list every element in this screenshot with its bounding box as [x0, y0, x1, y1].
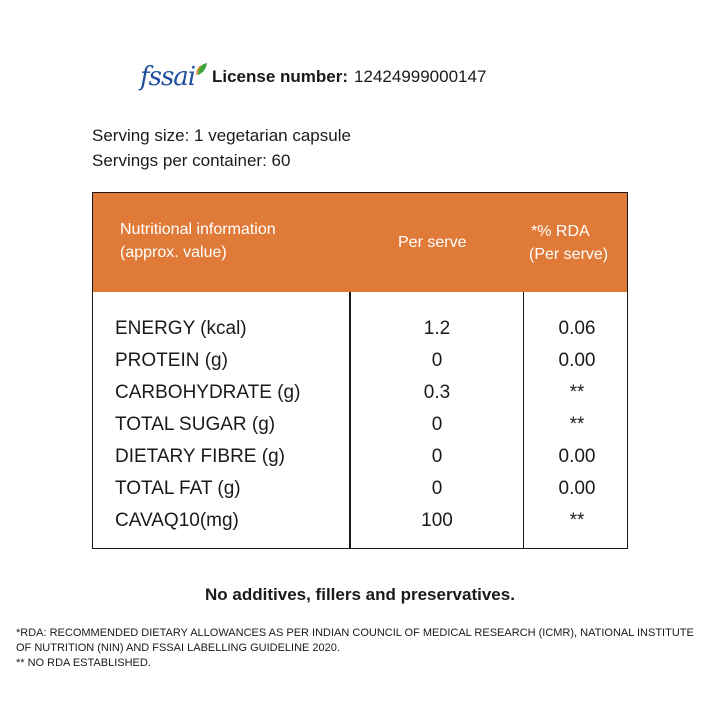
nutrient-label: PROTEIN (g) [115, 350, 228, 371]
column-divider [523, 292, 524, 548]
table-header [93, 193, 627, 292]
header-rda-line2: (Per serve) [529, 246, 609, 263]
nutrient-labels-column [115, 313, 300, 537]
fssai-logo-text: fssai [140, 62, 196, 92]
nutrient-label: DIETARY FIBRE (g) [115, 446, 285, 467]
serving-size: Serving size: 1 vegetarian capsule [92, 126, 351, 145]
rda-value: ** [569, 382, 585, 403]
header-nutrition-line1: Nutritional information [120, 221, 276, 238]
nutrition-table [92, 192, 628, 549]
serving-info [92, 123, 351, 173]
per-serve-column [351, 313, 523, 537]
nutrient-label: CAVAQ10(mg) [115, 510, 239, 531]
per-serve-value: 0.3 [423, 382, 451, 403]
header-nutritional-information [120, 218, 276, 264]
license-row [140, 60, 486, 94]
rda-value: 0.00 [558, 350, 596, 371]
rda-value: ** [569, 510, 585, 531]
header-per-serve: Per serve [398, 234, 467, 251]
nutrient-label: TOTAL SUGAR (g) [115, 414, 276, 435]
per-serve-value: 0 [431, 446, 443, 467]
footnotes [16, 626, 706, 671]
per-serve-value: 100 [421, 510, 453, 531]
rda-value: 0.06 [558, 318, 596, 339]
no-additives-note: No additives, fillers and preservatives. [205, 585, 515, 604]
rda-footnote: *RDA: RECOMMENDED DIETARY ALLOWANCES AS PER INDIAN COUNCIL OF MEDICAL RESEARCH (ICMR), NATIONAL INSTITUTE OF NUTRITION (NIN) AND FSSAI LABELLING GUIDELINE 2020. [16, 627, 694, 654]
servings-per-container: Servings per container: 60 [92, 151, 291, 170]
per-serve-value: 1.2 [423, 318, 451, 339]
header-nutrition-line2: (approx. value) [120, 244, 227, 261]
header-rda-line1: *% RDA [531, 223, 590, 240]
per-serve-value: 0 [431, 350, 443, 371]
per-serve-value: 0 [431, 414, 443, 435]
rda-column [525, 313, 629, 537]
rda-value: 0.00 [558, 478, 596, 499]
nutrient-label: TOTAL FAT (g) [115, 478, 241, 499]
license-label: License number: [212, 67, 349, 86]
nutrient-label: CARBOHYDRATE (g) [115, 382, 301, 403]
header-rda [529, 220, 608, 266]
per-serve-value: 0 [431, 478, 443, 499]
license-number: 12424999000147 [354, 67, 487, 86]
rda-value: 0.00 [558, 446, 596, 467]
fssai-logo [140, 60, 208, 94]
no-rda-footnote: ** NO RDA ESTABLISHED. [16, 657, 151, 669]
leaf-icon [196, 62, 208, 76]
nutrient-label: ENERGY (kcal) [115, 318, 247, 339]
rda-value: ** [569, 414, 585, 435]
